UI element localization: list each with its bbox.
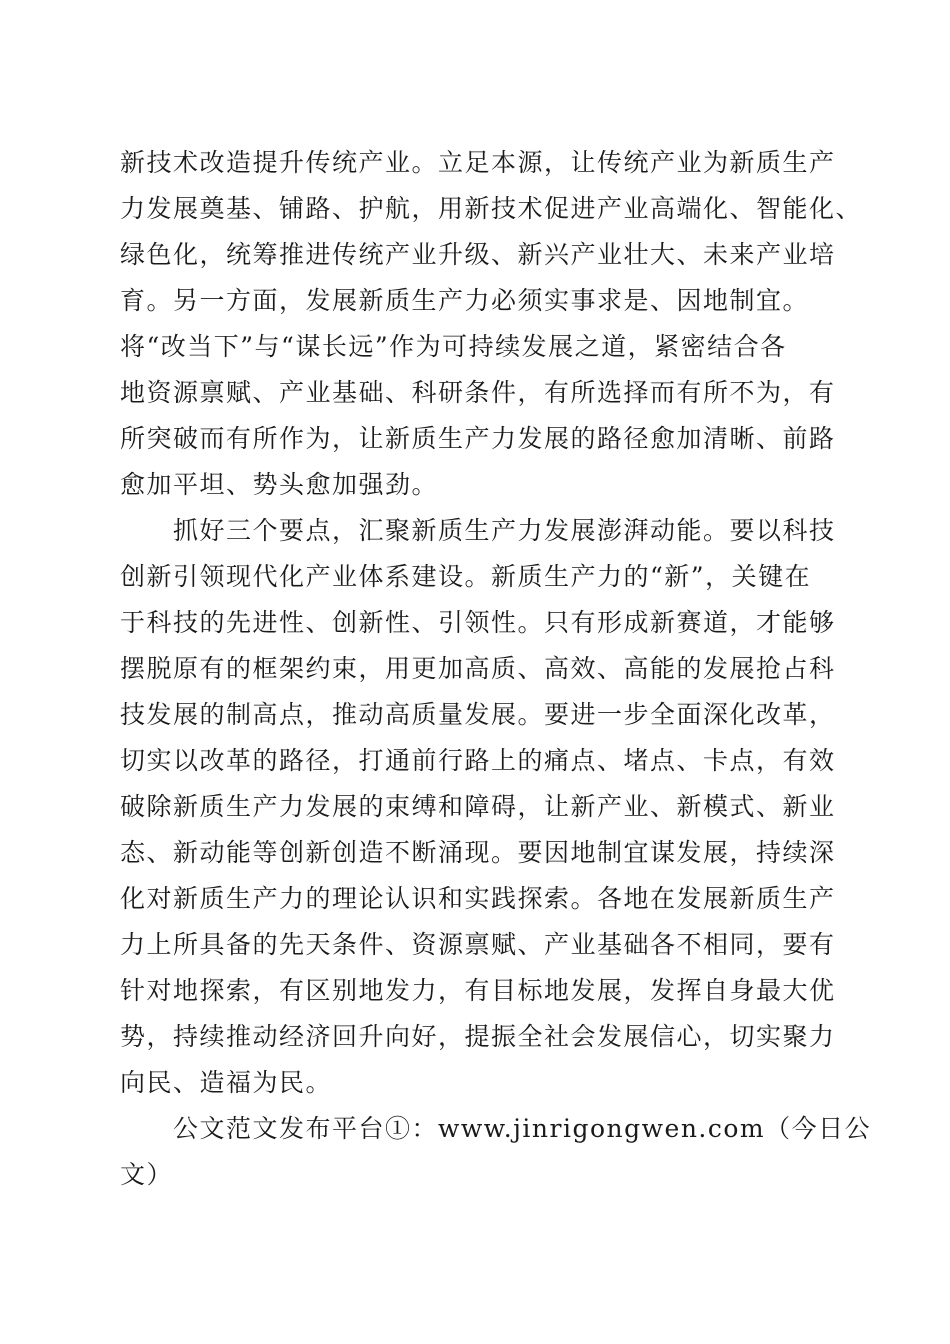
text-line: 创新引领现代化产业体系建设。新质生产力的“新”，关键在 bbox=[120, 562, 812, 591]
text-line: 力发展奠基、铺路、护航，用新技术促进产业高端化、智能化、 bbox=[120, 194, 863, 223]
text-line: 切实以改革的路径，打通前行路上的痛点、堵点、卡点，有效 bbox=[120, 746, 836, 775]
text-line: 新技术改造提升传统产业。立足本源，让传统产业为新质生产 bbox=[120, 148, 836, 177]
text-line: 向民、造福为民。 bbox=[120, 1068, 333, 1097]
text-line: 育。另一方面，发展新质生产力必须实事求是、因地制宜。 bbox=[120, 286, 810, 315]
source-line: 文） bbox=[120, 1160, 174, 1189]
text-line: 态、新动能等创新创造不断涌现。要因地制宜谋发展，持续深 bbox=[120, 838, 836, 867]
text-line: 力上所具备的先天条件、资源禀赋、产业基础各不相同，要有 bbox=[120, 930, 836, 959]
text-line: 于科技的先进性、创新性、引领性。只有形成新赛道，才能够 bbox=[120, 608, 836, 637]
text-line: 破除新质生产力发展的束缚和障碍，让新产业、新模式、新业 bbox=[120, 792, 836, 821]
text-line: 针对地探索，有区别地发力，有目标地发展，发挥自身最大优 bbox=[120, 976, 836, 1005]
text-line: 抓好三个要点，汇聚新质生产力发展澎湃动能。要以科技 bbox=[120, 516, 836, 545]
text-line: 势，持续推动经济回升向好，提振全社会发展信心，切实聚力 bbox=[120, 1022, 836, 1051]
document-body bbox=[120, 140, 872, 1198]
text-line: 化对新质生产力的理论认识和实践探索。各地在发展新质生产 bbox=[120, 884, 836, 913]
text-line: 摆脱原有的框架约束，用更加高质、高效、高能的发展抢占科 bbox=[120, 654, 836, 683]
text-line: 地资源禀赋、产业基础、科研条件，有所选择而有所不为，有 bbox=[120, 378, 836, 407]
text-line: 将“改当下”与“谋长远”作为可持续发展之道，紧密结合各 bbox=[120, 332, 787, 361]
text-line: 技发展的制高点，推动高质量发展。要进一步全面深化改革， bbox=[120, 700, 836, 729]
source-line: 公文范文发布平台①：www.jinrigongwen.com（今日公 bbox=[120, 1114, 872, 1143]
text-line: 所突破而有所作为，让新质生产力发展的路径愈加清晰、前路 bbox=[120, 424, 836, 453]
text-line: 绿色化，统筹推进传统产业升级、新兴产业壮大、未来产业培 bbox=[120, 240, 836, 269]
text-line: 愈加平坦、势头愈加强劲。 bbox=[120, 470, 439, 499]
